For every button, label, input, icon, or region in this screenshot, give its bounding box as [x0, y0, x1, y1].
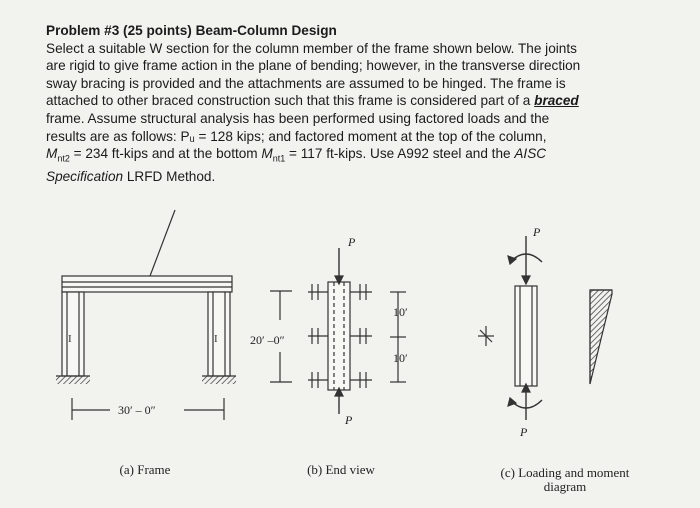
problem-line-4-text: attached to other braced construction such that this frame is considered part of a [46, 93, 535, 109]
loading-diagram [478, 236, 612, 420]
loading-top-load-label: P [533, 225, 541, 239]
end-view-height-label: 20′ –0″ [250, 333, 285, 347]
loading-bottom-load-label: P [520, 425, 528, 439]
frame-caption: (a) Frame [119, 462, 171, 477]
aisc-text: AISC [514, 146, 547, 162]
moment-subscript-nt2: nt2 [57, 153, 70, 164]
loading-column [515, 286, 537, 386]
problem-line-1: Select a suitable W section for the column member of the frame shown below. The joints [46, 40, 577, 56]
left-column-i-mark: I [68, 333, 72, 345]
problem-title: Problem #3 (25 points) Beam-Column Design [46, 23, 337, 38]
upper-spacing-label: 10′ [393, 305, 408, 319]
problem-line-6: results are as follows: Pᵤ = 128 kips; and factored moment at the top of the column, [46, 128, 547, 144]
moment-diagram [590, 290, 612, 384]
lrfd-text: LRFD Method. [123, 169, 216, 185]
loading-caption [480, 466, 650, 494]
frame-diagram [56, 210, 236, 420]
frame-left-column [62, 292, 84, 376]
specification-text: Specification [46, 169, 124, 185]
problem-line-7-end: = 117 ft-kips. Use A992 steel and the [285, 146, 515, 162]
moment-subscript-nt1: nt1 [272, 153, 286, 164]
moment-symbol-bottom: M [261, 146, 273, 162]
problem-line-2: are rigid to give frame action in the plane of bending; however, in the transverse direction [46, 58, 581, 74]
right-fixed-support [202, 376, 236, 384]
frame-span-label: 30′ – 0″ [118, 403, 156, 417]
left-fixed-support [56, 376, 90, 384]
problem-line-3: sway bracing is provided and the attachments are assumed to be hinged. The frame is [46, 75, 566, 91]
moment-symbol-top: M [46, 146, 58, 162]
frame-pointer-line [150, 210, 175, 276]
end-view-caption: (b) End view [307, 462, 375, 477]
frame-beam [62, 276, 232, 292]
problem-line-5: frame. Assume structural analysis has been performed using factored loads and the [46, 110, 550, 126]
lower-spacing-label: 10′ [393, 351, 408, 365]
braced-emphasis: braced [534, 93, 579, 109]
right-column-i-mark: I [214, 333, 218, 345]
loading-caption-line-2: diagram [543, 479, 587, 494]
end-view-diagram [270, 248, 406, 414]
bracing-symbol [478, 326, 494, 346]
problem-line-7-mid: = 234 ft-kips and at the bottom [69, 146, 262, 162]
end-view-top-load-label: P [348, 235, 356, 249]
frame-right-column [208, 292, 230, 376]
end-view-column [328, 282, 350, 390]
loading-top-arrowhead [522, 276, 530, 284]
end-view-bottom-load-label: P [345, 413, 353, 427]
loading-caption-line-1: (c) Loading and moment [500, 465, 630, 480]
